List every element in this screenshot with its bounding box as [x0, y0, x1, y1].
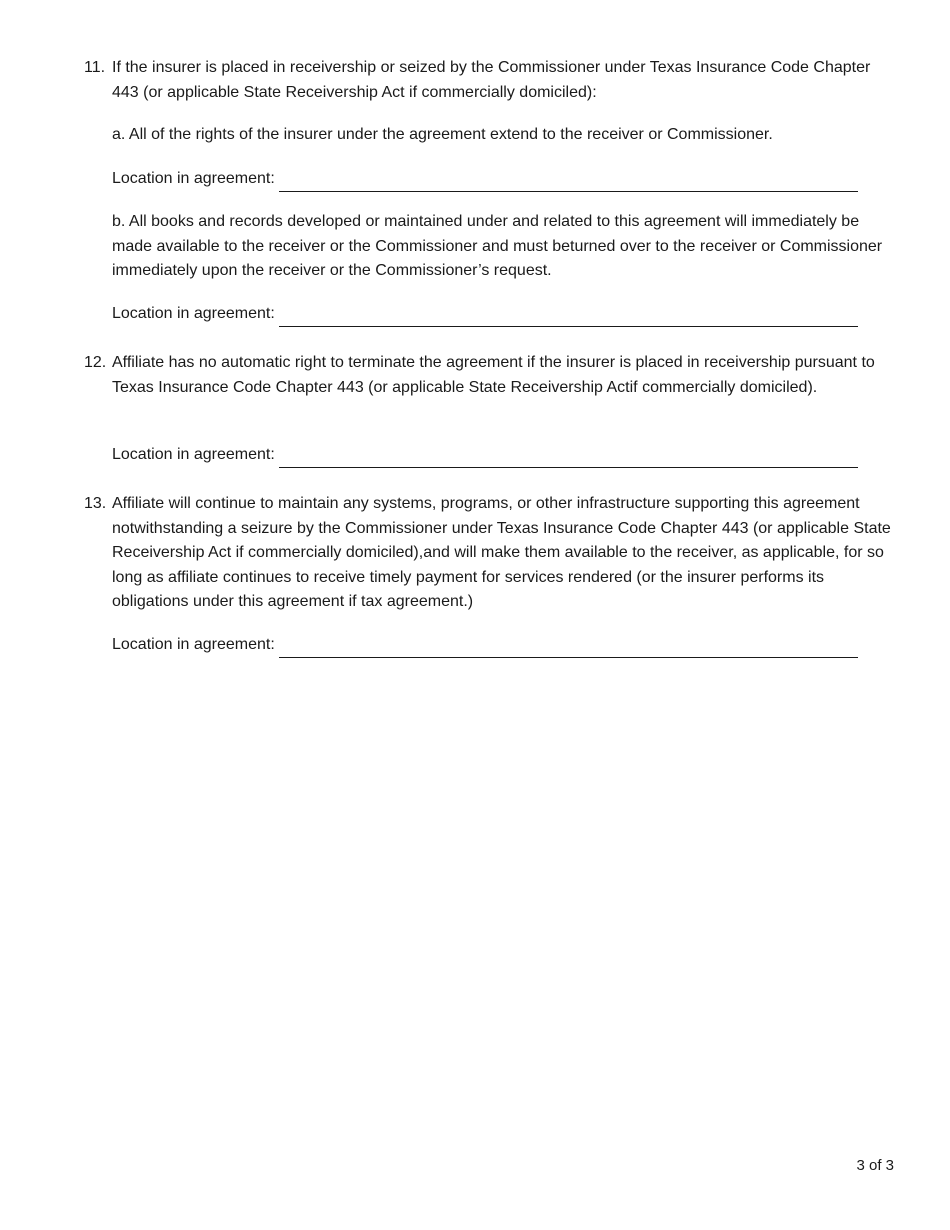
location-label: Location in agreement: [112, 170, 275, 187]
item-text: If the insurer is placed in receivership or seized by the Commissioner under Texas Insurance Code Chapter 443 (or applicable State Receivership Act if commercially domiciled): [112, 59, 871, 101]
location-blank-line[interactable] [279, 450, 858, 468]
item-12 [84, 351, 898, 400]
item-13-location [112, 633, 858, 658]
item-11 [84, 56, 898, 105]
page-number: 3 of 3 [856, 1157, 894, 1174]
location-label: Location in agreement: [112, 636, 275, 653]
item-11a-text: a. All of the rights of the insurer under the agreement extend to the receiver or Commissioner. [112, 126, 773, 143]
item-13 [84, 492, 898, 615]
item-text: Affiliate has no automatic right to terminate the agreement if the insurer is placed in receivership pursuant to Texas Insurance Code Chapter 443 (or applicable State Receivership Actif commercially domiciled). [112, 354, 875, 396]
item-number: 11. [84, 59, 106, 76]
item-number: 13. [84, 495, 107, 512]
item-11a-location [112, 167, 858, 192]
location-blank-line[interactable] [279, 309, 858, 327]
item-12-location [112, 443, 858, 468]
location-label: Location in agreement: [112, 305, 275, 322]
location-label: Location in agreement: [112, 446, 275, 463]
item-11b-location [112, 302, 858, 327]
location-blank-line[interactable] [279, 640, 858, 658]
location-blank-line[interactable] [279, 174, 858, 192]
item-text: Affiliate will continue to maintain any systems, programs, or other infrastructure supporting this agreement notwithstanding a seizure by the Commissioner under Texas Insurance Code Chapter 443 (or applicable State Receivership Act if commercially domiciled),and will make them available to the receiver, as applicable, for so long as affiliate continues to receive timely payment for services rendered (or the insurer performs its obligations under this agreement if tax agreement.) [112, 495, 891, 610]
item-number: 12. [84, 354, 107, 371]
item-11b-text: b. All books and records developed or maintained under and related to this agreement will immediately be made available to the receiver or the Commissioner and must beturned over to the receiver or Commissioner immediately upon the receiver or the Commissioner’s request. [112, 213, 883, 279]
